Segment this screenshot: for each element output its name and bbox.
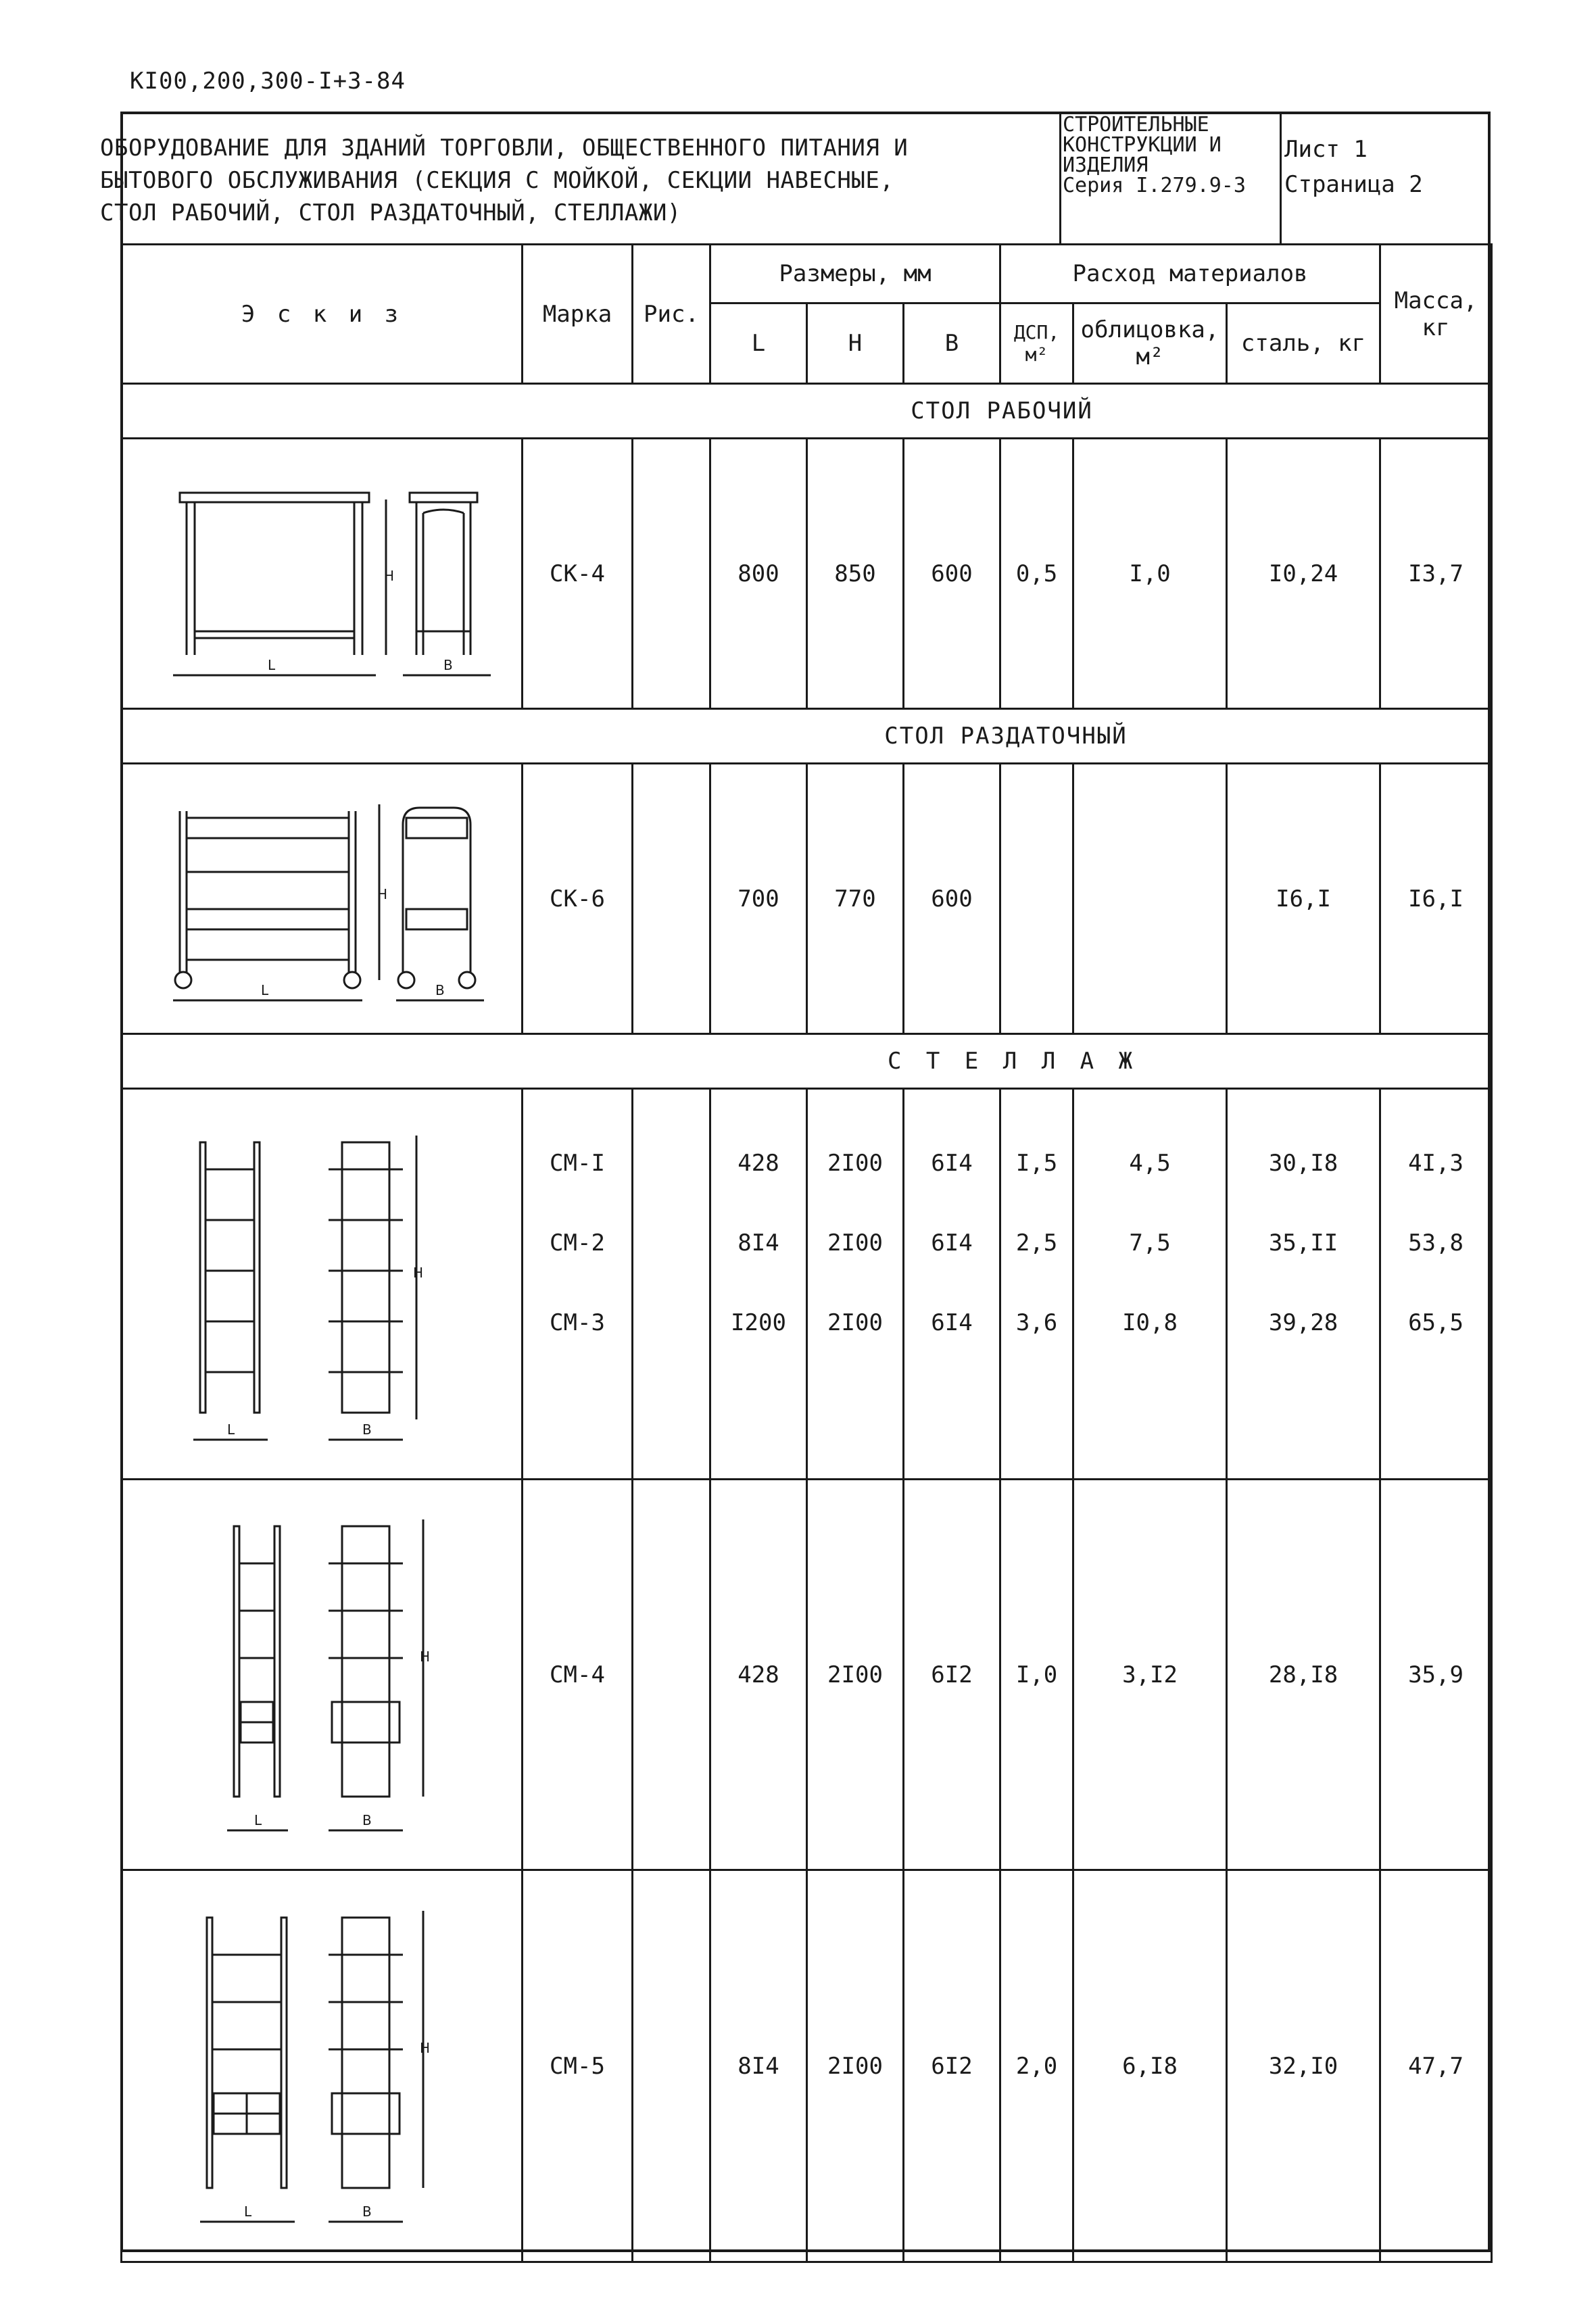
table-row [122,1089,1492,1480]
col-sizes: Размеры, мм [710,245,1000,303]
cell-mark: СМ-I [550,1150,605,1177]
cell-l: 8I4 [710,1870,807,2262]
col-sketch: Э с к и з [122,245,523,384]
cell-cladding: I0,8 [1122,1309,1178,1336]
sketch-rack-1-3 [122,1089,523,1480]
cell-mark: СК-6 [523,764,633,1034]
work-table-drawing [146,452,498,696]
cell-cladding: 4,5 [1129,1150,1171,1177]
label-l: L [268,656,276,673]
table-row [122,439,1492,709]
cell-steel-list [1227,1089,1380,1480]
cell-mass: 4I,3 [1408,1150,1464,1177]
cell-h: 2I00 [827,1150,883,1177]
cell-mark: СМ-3 [550,1309,605,1336]
cell-b: 6I4 [931,1309,973,1336]
col-size-l: L [710,303,807,384]
header-divider-2 [1280,112,1282,243]
cell-h: 770 [807,764,904,1034]
cell-mass: I6,I [1380,764,1492,1034]
col-size-h: H [807,303,904,384]
cell-mass: 53,8 [1408,1229,1464,1257]
label-h: H [420,1648,431,1665]
col-size-b: B [904,303,1000,384]
label-b: B [362,2203,372,2220]
cell-fig [633,1089,710,1480]
cell-cladding: 3,I2 [1073,1480,1227,1870]
cell-cladding [1073,764,1227,1034]
table-row [122,764,1492,1034]
cell-fig [633,1870,710,2262]
cell-steel: 32,I0 [1227,1870,1380,2262]
cell-h: 2I00 [827,1229,883,1257]
cell-mark: СМ-2 [550,1229,605,1257]
sketch-rack-4 [122,1480,523,1870]
rack-5-drawing [146,1891,498,2242]
col-cladding: облицовка, м² [1073,303,1227,384]
label-b: B [362,1811,372,1828]
cell-mass: I3,7 [1380,439,1492,709]
cell-dsp: I,0 [1000,1480,1073,1870]
cell-steel: 28,I8 [1227,1480,1380,1870]
document-title: ОБОРУДОВАНИЕ ДЛЯ ЗДАНИЙ ТОРГОВЛИ, ОБЩЕСТВЕННОГО ПИТАНИЯ И БЫТОВОГО ОБСЛУЖИВАНИЯ (СЕКЦИЯ С МОЙКОЙ, СЕКЦИИ НАВЕСНЫЕ, СТОЛ РАБОЧИЙ, СТОЛ РАЗДАТОЧНЫЙ, СТЕЛЛАЖИ) [100,135,909,226]
cell-h: 850 [807,439,904,709]
cell-cladding: 6,I8 [1073,1870,1227,2262]
cell-mark: СМ-5 [523,1870,633,2262]
label-h: H [413,1264,424,1281]
col-mass: Масса, кг [1380,245,1492,384]
cell-b: 6I2 [904,1870,1000,2262]
sketch-rack-5 [122,1870,523,2262]
sheet-number-block: Лист 1 Страница 2 [1284,136,1423,198]
cell-l: 428 [737,1150,779,1177]
cell-mark-list [523,1089,633,1480]
col-materials: Расход материалов [1000,245,1380,303]
cell-b: 6I4 [931,1150,973,1177]
label-b: B [435,981,445,998]
section-row [122,709,1492,764]
cell-dsp: 3,6 [1015,1309,1058,1336]
cell-l-list [710,1089,807,1480]
rack-4-drawing [146,1499,498,1851]
sketch-work-table [122,439,523,709]
label-l: L [261,981,269,998]
label-l: L [244,2203,252,2220]
table-row [122,1480,1492,1870]
cell-h: 2I00 [807,1870,904,2262]
header-divider-1 [1059,112,1061,243]
cell-mass: 65,5 [1408,1309,1464,1336]
serving-table-drawing [146,777,498,1021]
cell-cladding: I,0 [1073,439,1227,709]
cell-dsp-list [1000,1089,1073,1480]
cell-h: 2I00 [807,1480,904,1870]
section-row [122,384,1492,439]
cell-l: 8I4 [737,1229,779,1257]
label-h: H [384,567,395,584]
col-fig: Рис. [633,245,710,384]
col-dsp: ДСП, м² [1000,303,1073,384]
cell-b: 6I4 [931,1229,973,1257]
cell-fig [633,439,710,709]
header-row-1 [122,245,1492,303]
cell-h-list [807,1089,904,1480]
cell-mass: 47,7 [1380,1870,1492,2262]
cell-fig [633,764,710,1034]
cell-b: 600 [904,439,1000,709]
cell-fig [633,1480,710,1870]
section-title: С Т Е Л Л А Ж [887,1048,1138,1075]
series-block: СТРОИТЕЛЬНЫЕ КОНСТРУКЦИИ И ИЗДЕЛИЯ Серия I.279.9-3 [1063,113,1246,197]
cell-dsp: I,5 [1015,1150,1058,1177]
document-code: KI00,200,300-I+3-84 [130,68,406,95]
cell-dsp: 0,5 [1000,439,1073,709]
cell-steel: 30,I8 [1268,1150,1338,1177]
cell-l: 800 [710,439,807,709]
cell-dsp [1000,764,1073,1034]
specification-table [120,243,1493,2263]
cell-mark: СМ-4 [523,1480,633,1870]
cell-b-list [904,1089,1000,1480]
cell-mark: СК-4 [523,439,633,709]
cell-b: 6I2 [904,1480,1000,1870]
cell-dsp: 2,0 [1000,1870,1073,2262]
cell-steel: I6,I [1227,764,1380,1034]
section-title: СТОЛ РАЗДАТОЧНЫЙ [884,723,1128,750]
col-steel: сталь, кг [1227,303,1380,384]
section-title: СТОЛ РАБОЧИЙ [911,397,1093,424]
cell-steel: I0,24 [1227,439,1380,709]
cell-mass-list [1380,1089,1492,1480]
cell-steel: 39,28 [1268,1309,1338,1336]
cell-steel: 35,II [1268,1229,1338,1257]
cell-l: 700 [710,764,807,1034]
cell-l: 428 [710,1480,807,1870]
cell-l: I200 [731,1309,786,1336]
label-b: B [362,1421,372,1438]
cell-mass: 35,9 [1380,1480,1492,1870]
table-row [122,1870,1492,2262]
label-l: L [227,1421,235,1438]
label-h: H [377,885,388,902]
col-mark: Марка [523,245,633,384]
label-h: H [420,2039,431,2056]
rack-1-3-drawing [146,1108,498,1460]
section-row [122,1034,1492,1089]
cell-cladding: 7,5 [1129,1229,1171,1257]
label-b: B [443,656,453,673]
cell-h: 2I00 [827,1309,883,1336]
sketch-serving-table [122,764,523,1034]
cell-cladding-list [1073,1089,1227,1480]
label-l: L [254,1811,262,1828]
cell-b: 600 [904,764,1000,1034]
cell-dsp: 2,5 [1015,1229,1058,1257]
